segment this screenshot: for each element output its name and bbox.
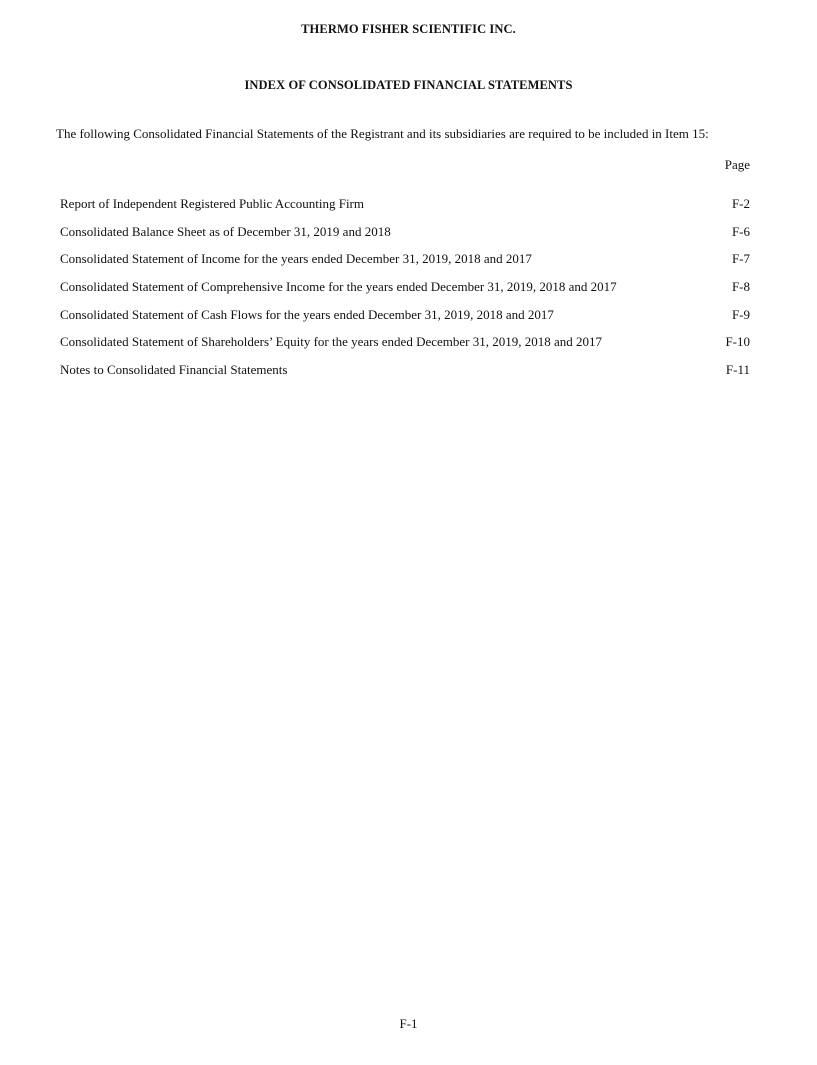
toc-row	[60, 279, 750, 307]
toc-entry-title: Consolidated Balance Sheet as of December 31, 2019 and 2018	[60, 223, 391, 239]
company-name: THERMO FISHER SCIENTIFIC INC.	[301, 22, 516, 36]
toc-entry-page: F-10	[725, 334, 750, 350]
toc-entry-title: Consolidated Statement of Cash Flows for the years ended December 31, 2019, 2018 and 2017	[60, 306, 554, 322]
toc-row	[60, 307, 750, 335]
intro-text: The following Consolidated Financial Statements of the Registrant and its subsidiaries are required to be included in Item 15:	[56, 126, 709, 141]
toc-row	[60, 196, 750, 224]
toc-entry-title: Consolidated Statement of Shareholders’ Equity for the years ended December 31, 2019, 2018 and 2017	[60, 334, 603, 350]
toc-entry-title: Consolidated Statement of Income for the years ended December 31, 2019, 2018 and 2017	[60, 251, 532, 267]
toc-entry-title: Consolidated Statement of Comprehensive Income for the years ended December 31, 2019, 2018 and 2017	[60, 279, 617, 295]
page-column-label: Page	[724, 157, 750, 172]
toc-entry-page: F-11	[725, 362, 750, 378]
toc-entry-page: F-8	[731, 279, 750, 295]
toc-entry-page: F-9	[731, 306, 750, 322]
toc-entry-title: Report of Independent Registered Public Accounting Firm	[60, 196, 364, 211]
footer-page-number: F-1	[399, 1016, 418, 1031]
toc-row	[60, 251, 750, 279]
toc-entry-page: F-2	[731, 196, 750, 211]
toc-entry-page: F-7	[731, 251, 750, 267]
toc-row	[60, 362, 750, 390]
toc-row	[60, 334, 750, 362]
table-of-contents	[60, 196, 750, 390]
index-title: INDEX OF CONSOLIDATED FINANCIAL STATEMENTS	[244, 78, 573, 92]
toc-entry-title: Notes to Consolidated Financial Statements	[60, 362, 288, 378]
toc-entry-page: F-6	[731, 223, 750, 239]
toc-row	[60, 224, 750, 252]
